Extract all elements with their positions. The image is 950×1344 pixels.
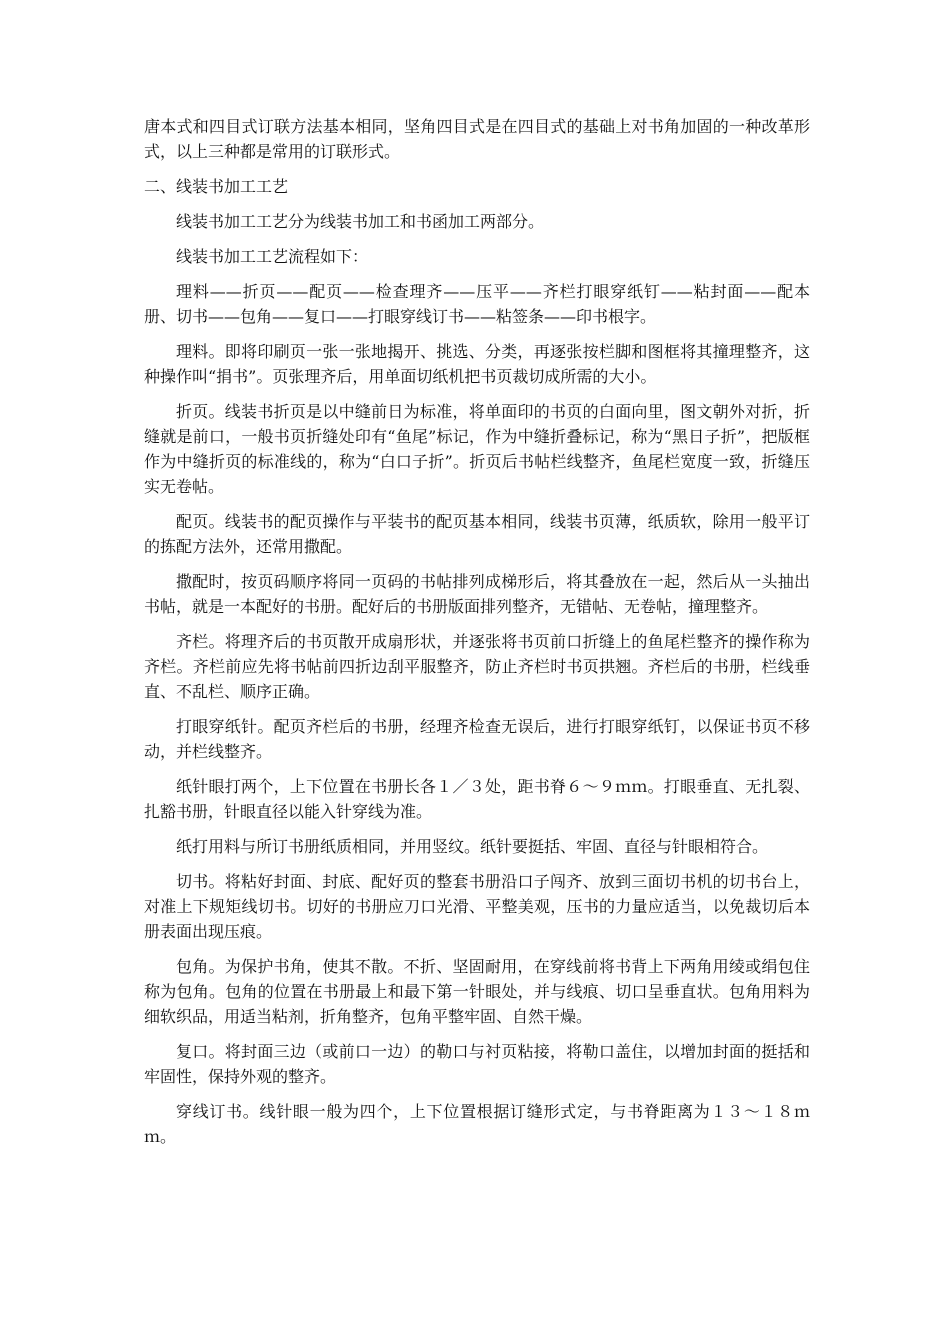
paragraph-corner-wrapping: 包角。为保护书角，使其不散。不折、坚固耐用，在穿线前将书背上下两角用绫或绢包住称为包角。包角的位置在书册最上和最下第一针眼处，并与线痕、切口呈垂直状。包角用料为细软织品，用适当粘剂，折角整齐，包角平整牢固、自然干燥。 <box>144 957 810 1026</box>
paragraph-sorting: 理料。即将印刷页一张一张地揭开、挑选、分类，再逐张按栏脚和图框将其撞理整齐，这种操作叫“捐书”。页张理齐后，用单面切纸机把书页裁切成所需的大小。 <box>144 342 810 386</box>
paragraph-alignment: 齐栏。将理齐后的书页散开成扇形状，并逐张将书页前口折缝上的鱼尾栏整齐的操作称为齐栏。齐栏前应先将书帖前四折边刮平服整齐，防止齐栏时书页拱翘。齐栏后的书册，栏线垂直、不乱栏、顺序正确。 <box>144 632 810 701</box>
paragraph-paper-nail: 纸打用料与所订书册纸质相同，并用竖纹。纸针要挺括、牢固、直径与针眼相符合。 <box>176 837 769 856</box>
paragraph-cover-folding: 复口。将封面三边（或前口一边）的勒口与衬页粘接，将勒口盖住，以增加封面的挺括和牢固性，保持外观的整齐。 <box>144 1042 810 1086</box>
section-heading: 二、线装书加工工艺 <box>144 177 289 196</box>
document-body <box>144 114 810 1159</box>
paragraph-collating: 配页。线装书的配页操作与平装书的配页基本相同，线装书页薄，纸质软，除用一般平订的拣配方法外，还常用撒配。 <box>144 512 810 556</box>
paragraph-process-flow: 理料——折页——配页——检查理齐——压平——齐栏打眼穿纸钉——粘封面——配本册、切书——包角——复口——打眼穿线订书——粘签条——印书根字。 <box>144 282 810 326</box>
paragraph-overview: 线装书加工工艺分为线装书加工和书函加工两部分。 <box>176 212 545 231</box>
paragraph-punching: 打眼穿纸针。配页齐栏后的书册，经理齐检查无误后，进行打眼穿纸钉，以保证书页不移动，并栏线整齐。 <box>144 717 810 761</box>
paragraph-cutting: 切书。将粘好封面、封底、配好页的整套书册沿口子闯齐、放到三面切书机的切书台上，对准上下规矩线切书。切好的书册应刀口光滑、平整美观，压书的力量应适当，以免裁切后本册表面出现压痕。 <box>144 872 810 941</box>
paragraph-flow-intro: 线装书加工工艺流程如下： <box>176 247 369 266</box>
paragraph-thread-binding: 穿线订书。线针眼一般为四个，上下位置根据订缝形式定，与书脊距离为１３～１８ｍｍ。 <box>144 1102 810 1146</box>
paragraph-binding-forms: 唐本式和四目式订联方法基本相同，坚角四目式是在四目式的基础上对书角加固的一种改革形式，以上三种都是常用的订联形式。 <box>144 117 810 161</box>
paragraph-folding: 折页。线装书折页是以中缝前日为标准，将单面印的书页的白面向里，图文朝外对折，折缝就是前口，一般书页折缝处印有“鱼尾”标记，作为中缝折叠标记，称为“黑日子折”，把版框作为中缝折页的标准线的，称为“白口子折”。折页后书帖栏线整齐，鱼尾栏宽度一致，折缝压实无卷帖。 <box>144 402 810 496</box>
paragraph-hole-position: 纸针眼打两个，上下位置在书册长各１／３处，距书脊６～９ｍｍ。打眼垂直、无扎裂、扎豁书册，针眼直径以能入针穿线为准。 <box>144 777 810 821</box>
paragraph-scatter-collating: 撒配时，按页码顺序将同一页码的书帖排列成梯形后，将其叠放在一起，然后从一头抽出书帖，就是一本配好的书册。配好后的书册版面排列整齐，无错帖、无卷帖，撞理整齐。 <box>144 572 810 616</box>
